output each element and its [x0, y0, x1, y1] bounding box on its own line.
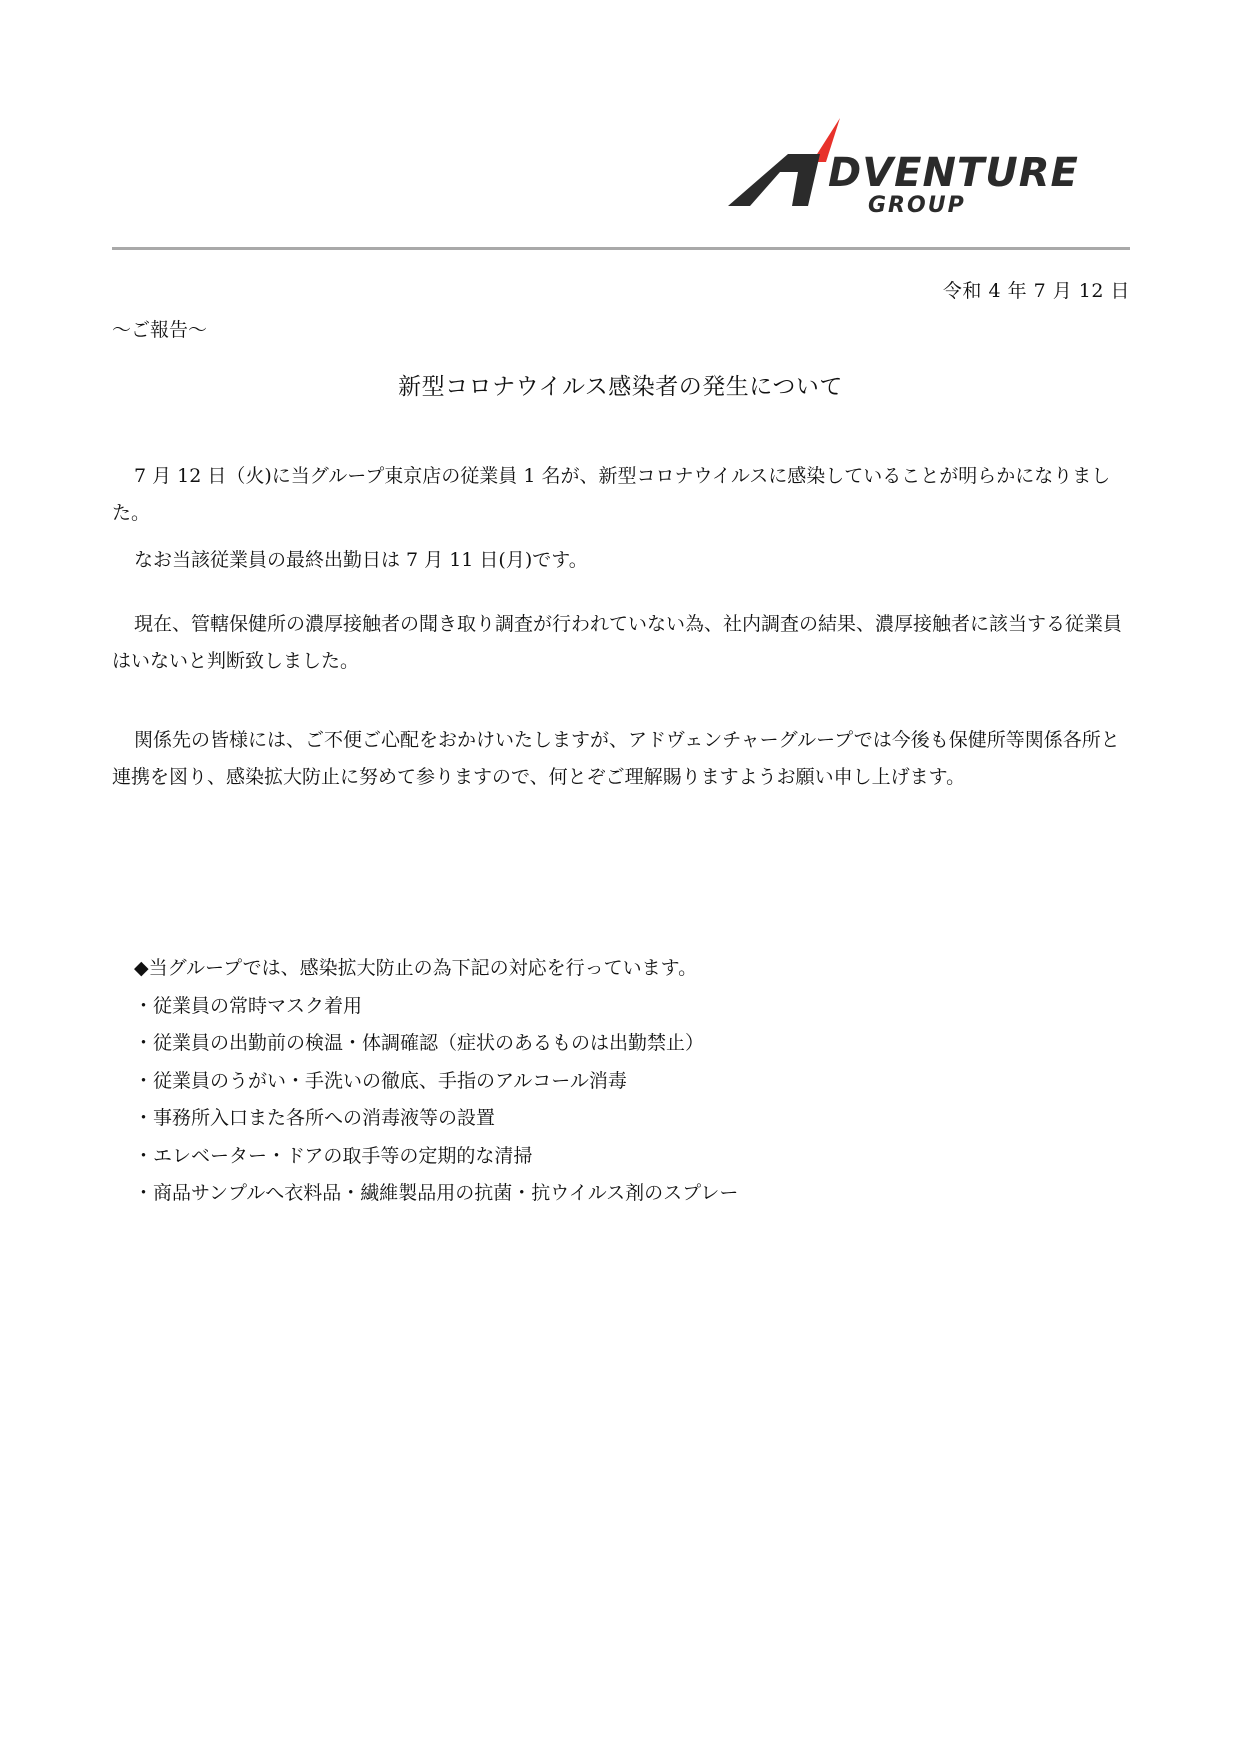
measure-item: ・従業員の常時マスク着用	[134, 994, 363, 1017]
measure-item: ・商品サンプルへ衣料品・繊維製品用の抗菌・抗ウイルス剤のスプレー	[134, 1182, 739, 1204]
document-title: 新型コロナウイルス感染者の発生について	[398, 374, 843, 400]
paragraph-apology: 関係先の皆様には、ご不便ご心配をおかけいたしますが、アドヴェンチャーグループでは今後も保健所等関係各所と連携を図り、感染拡大防止に努めて参りますので、何とぞご理解賜りますようお願い申し上げます。	[112, 729, 1120, 788]
paragraph-close-contacts: 現在、管轄保健所の濃厚接触者の聞き取り調査が行われていない為、社内調査の結果、濃厚接触者に該当する従業員はいないと判断致しました。	[112, 613, 1123, 672]
measure-item: ・エレベーター・ドアの取手等の定期的な清掃	[134, 1144, 533, 1167]
measure-item: ・従業員のうがい・手洗いの徹底、手指のアルコール消毒	[134, 1069, 627, 1092]
measure-item: ・従業員の出勤前の検温・体調確認（症状のあるものは出勤禁止）	[134, 1032, 705, 1054]
logo-subtext: GROUP	[868, 193, 966, 216]
logo-dark-a	[728, 154, 820, 206]
adventure-logo-icon	[728, 116, 1138, 216]
logo-wordmark: DVENTURE	[828, 150, 1079, 196]
company-logo	[728, 116, 1138, 216]
paragraph-last-workday: なお当該従業員の最終出勤日は 7 月 11 日(月)です。	[134, 549, 588, 571]
paragraph-infection-report: 7 月 12 日（火)に当グループ東京店の従業員 1 名が、新型コロナウイルスに感染していることが明らかになりました。	[112, 465, 1111, 524]
header-divider	[112, 247, 1130, 250]
report-label: ～ご報告～	[112, 319, 208, 341]
document-date: 令和 4 年 7 月 12 日	[942, 280, 1130, 302]
measures-list	[134, 988, 738, 1213]
measure-item: ・事務所入口また各所への消毒液等の設置	[134, 1107, 496, 1129]
measures-heading: ◆当グループでは、感染拡大防止の為下記の対応を行っています。	[134, 957, 698, 979]
measures-section	[134, 950, 738, 1213]
